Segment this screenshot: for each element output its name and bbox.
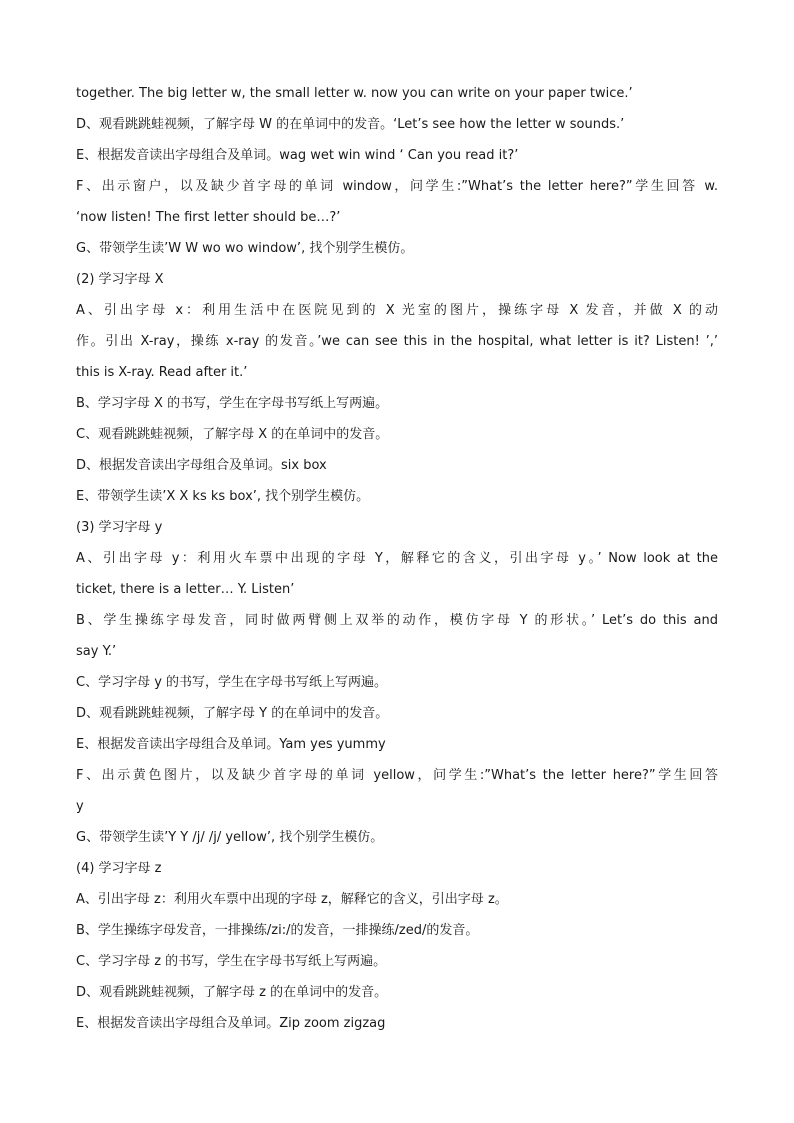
text-line: B、学习字母 X 的书写，学生在字母书写纸上写两遍。 <box>76 396 389 411</box>
text-line: ticket, there is a letter… Y. Listen’ <box>76 582 295 597</box>
section-heading: (3) 学习字母 y <box>76 520 163 535</box>
text-line: D、观看跳跳蛙视频，了解字母 Y 的在单词中的发音。 <box>76 706 389 721</box>
text-line: D、观看跳跳蛙视频，了解字母 W 的在单词中的发音。‘Let’s see how the letter w sounds.’ <box>76 117 625 132</box>
text-line: say Y.’ <box>76 644 117 659</box>
text-line: E、根据发音读出字母组合及单词。Zip zoom zigzag <box>76 1016 386 1031</box>
text-line: A、引出字母 x：利用生活中在医院见到的 X 光室的图片，操练字母 X 发音，并做 X 的动 <box>76 303 718 318</box>
text-line: G、带领学生读’W W wo wo window’, 找个别学生模仿。 <box>76 241 414 256</box>
text-line: y <box>76 799 84 814</box>
text-line: A、引出字母 z：利用火车票中出现的字母 z，解释它的含义，引出字母 z。 <box>76 892 508 907</box>
text-line: B、学生操练字母发音，同时做两臂侧上双举的动作，模仿字母 Y 的形状。’ Let’s do this and <box>76 613 718 628</box>
text-line: F、出示窗户，以及缺少首字母的单词 window，问学生:”What’s the letter here?”学生回答 w. <box>76 179 718 194</box>
text-line: E、根据发音读出字母组合及单词。wag wet win wind ‘ Can you read it?’ <box>76 148 519 163</box>
section-heading: (4) 学习字母 z <box>76 861 162 876</box>
document-page <box>76 78 718 1039</box>
text-line: D、根据发音读出字母组合及单词。six box <box>76 458 327 473</box>
text-line: F、出示黄色图片，以及缺少首字母的单词 yellow，问学生:”What’s the letter here?”学生回答 <box>76 768 718 783</box>
text-line: D、观看跳跳蛙视频，了解字母 z 的在单词中的发音。 <box>76 985 388 1000</box>
section-heading: (2) 学习字母 X <box>76 272 164 287</box>
text-line: A、引出字母 y：利用火车票中出现的字母 Y，解释它的含义，引出字母 y。’ Now look at the <box>76 551 718 566</box>
text-line: C、学习字母 y 的书写，学生在字母书写纸上写两遍。 <box>76 675 388 690</box>
text-line: 作。引出 X-ray，操练 x-ray 的发音。’we can see this in the hospital, what letter is it? Listen! ’,’ <box>76 334 718 349</box>
text-line: C、观看跳跳蛙视频，了解字母 X 的在单词中的发音。 <box>76 427 389 442</box>
text-line: ‘now listen! The first letter should be…?’ <box>76 210 341 225</box>
text-line: E、带领学生读’X X ks ks box’, 找个别学生模仿。 <box>76 489 370 504</box>
text-line: C、学习字母 z 的书写，学生在字母书写纸上写两遍。 <box>76 954 387 969</box>
text-line: together. The big letter w, the small letter w. now you can write on your paper twice.’ <box>76 86 633 101</box>
text-line: B、学生操练字母发音，一排操练/zi:/的发音，一排操练/zed/的发音。 <box>76 923 479 938</box>
text-line: G、带领学生读’Y Y /j/ /j/ yellow’, 找个别学生模仿。 <box>76 830 384 845</box>
text-line: E、根据发音读出字母组合及单词。Yam yes yummy <box>76 737 386 752</box>
text-line: this is X-ray. Read after it.’ <box>76 365 248 380</box>
